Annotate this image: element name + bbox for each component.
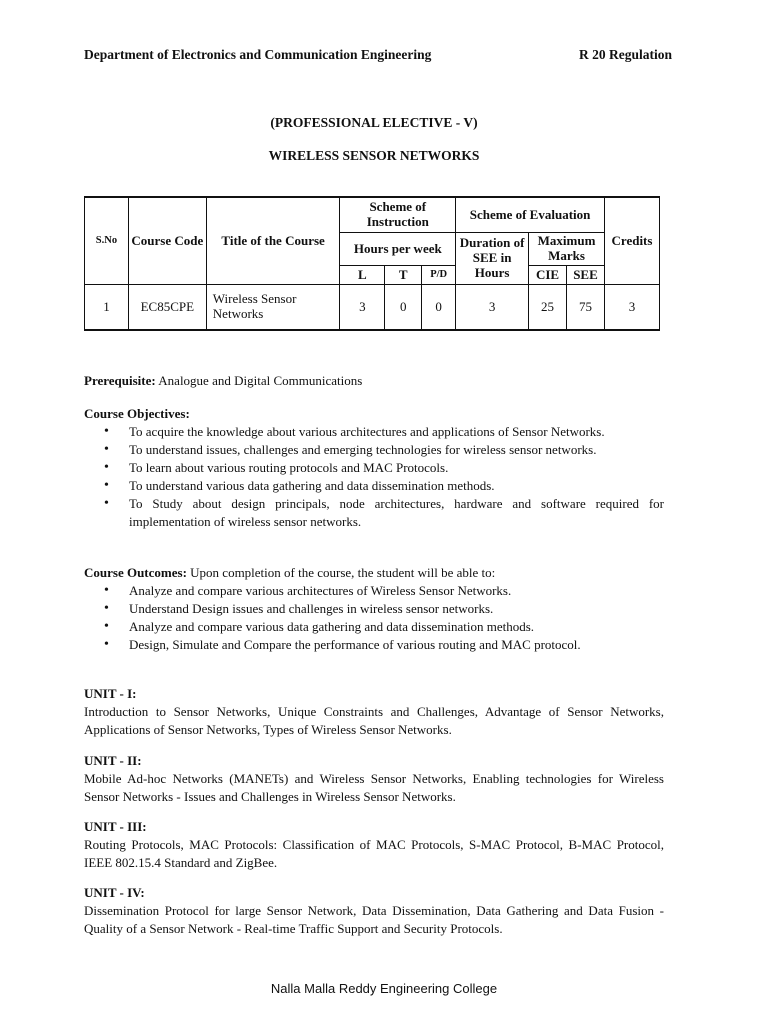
header-l: L: [340, 266, 385, 285]
unit-text: Introduction to Sensor Networks, Unique Constraints and Challenges, Advantage of Sensor Networks, Applications of Sensor Networks, Types of Wireless Sensor Networks.: [84, 704, 664, 737]
header-course-title: Title of the Course: [206, 197, 340, 285]
unit-title: UNIT - II:: [84, 753, 142, 768]
header-scheme-evaluation: Scheme of Evaluation: [456, 197, 605, 233]
regulation-label: R 20 Regulation: [578, 47, 672, 62]
cell-duration: 3: [456, 285, 529, 331]
cell-credits: 3: [604, 285, 659, 331]
header-t: T: [385, 266, 422, 285]
course-outcomes: [84, 564, 664, 654]
header-scheme-instruction: Scheme of Instruction: [340, 197, 456, 233]
outcomes-list: [84, 582, 664, 654]
list-item: • To understand issues, challenges and emerging technologies for wireless sensor networks.: [84, 441, 664, 459]
course-objectives: [84, 405, 664, 531]
cell-pd: 0: [422, 285, 456, 331]
header-sno: S.No: [85, 197, 129, 285]
prerequisite-text: Analogue and Digital Communications: [158, 373, 363, 388]
course-scheme-table: [84, 196, 660, 331]
list-item: • To understand various data gathering and data dissemination methods.: [84, 477, 664, 495]
unit-2: [84, 752, 664, 806]
unit-3: [84, 818, 664, 872]
unit-text: Routing Protocols, MAC Protocols: Classification of MAC Protocols, S-MAC Protocol, B-MAC Protocol, IEEE 802.15.4 Standard and ZigBee.: [84, 837, 664, 870]
cell-sno: 1: [85, 285, 129, 331]
header-credits: Credits: [604, 197, 659, 285]
header-course-code: Course Code: [128, 197, 206, 285]
list-item: • Analyze and compare various data gathering and data dissemination methods.: [84, 618, 664, 636]
header-pd: P/D: [422, 266, 456, 285]
unit-title: UNIT - I:: [84, 686, 137, 701]
list-item: • Analyze and compare various architectures of Wireless Sensor Networks.: [84, 582, 664, 600]
unit-title: UNIT - IV:: [84, 885, 145, 900]
header-see: SEE: [567, 266, 605, 285]
cell-l: 3: [340, 285, 385, 331]
outcomes-intro: Upon completion of the course, the student will be able to:: [190, 565, 496, 580]
prerequisite: [84, 372, 664, 390]
header-hours-per-week: Hours per week: [340, 233, 456, 266]
list-item: • Design, Simulate and Compare the performance of various routing and MAC protocol.: [84, 636, 664, 654]
cell-course-title: Wireless Sensor Networks: [206, 285, 340, 331]
objectives-label: Course Objectives:: [84, 406, 190, 421]
cell-t: 0: [385, 285, 422, 331]
list-item: • To acquire the knowledge about various architectures and applications of Sensor Networks.: [84, 423, 664, 441]
subject-heading: WIRELESS SENSOR NETWORKS: [268, 148, 480, 163]
list-item: • To Study about design principals, node architectures, hardware and software required for implementation of wireless sensor networks.: [84, 495, 664, 531]
cell-cie: 25: [529, 285, 567, 331]
unit-1: [84, 685, 664, 739]
table-header-row: [85, 197, 660, 233]
unit-title: UNIT - III:: [84, 819, 147, 834]
cell-course-code: EC85CPE: [128, 285, 206, 331]
footer-college-name: Nalla Malla Reddy Engineering College: [270, 981, 498, 996]
outcomes-label: Course Outcomes:: [84, 565, 187, 580]
department-name: Department of Electronics and Communication Engineering: [84, 47, 432, 62]
prerequisite-label: Prerequisite:: [84, 373, 156, 388]
unit-4: [84, 884, 664, 938]
list-item: • Understand Design issues and challenges in wireless sensor networks.: [84, 600, 664, 618]
unit-text: Dissemination Protocol for large Sensor Network, Data Dissemination, Data Gathering and Data Fusion - Quality of a Sensor Network - Real-time Traffic Support and Security Protocols.: [84, 903, 664, 936]
unit-text: Mobile Ad-hoc Networks (MANETs) and Wireless Sensor Networks, Enabling technologies for Wireless Sensor Networks - Issues and Challenges in Wireless Sensor Networks.: [84, 771, 664, 804]
header-duration: Duration of SEE in Hours: [456, 233, 529, 285]
table-row: [85, 285, 660, 331]
header-max-marks: Maximum Marks: [529, 233, 605, 266]
objectives-list: [84, 423, 664, 531]
header-cie: CIE: [529, 266, 567, 285]
cell-see: 75: [567, 285, 605, 331]
list-item: • To learn about various routing protocols and MAC Protocols.: [84, 459, 664, 477]
elective-heading: (PROFESSIONAL ELECTIVE - V): [270, 115, 478, 130]
